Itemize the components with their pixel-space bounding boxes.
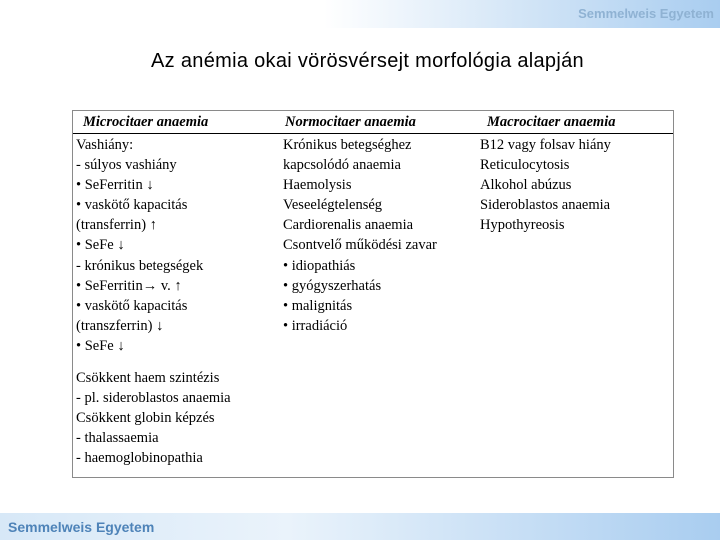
- cell: - pl. sideroblastos anaemia: [76, 390, 231, 407]
- cell: • SeFe ↓: [76, 237, 125, 254]
- cell: Vashiány:: [76, 137, 134, 153]
- anemia-table: [72, 110, 674, 478]
- cell: • idiopathiás: [283, 257, 356, 274]
- cell: - thalassaemia: [76, 430, 159, 447]
- spacer: [76, 356, 231, 368]
- cell: (transferrin) ↑: [76, 217, 157, 234]
- cell: • SeFe ↓: [76, 337, 125, 354]
- cell: - súlyos vashiány: [76, 157, 177, 174]
- slide-title: Az anémia okai vörösvérsejt morfológia alapján: [151, 50, 584, 72]
- cell: Sideroblastos anaemia: [480, 197, 611, 214]
- cell: • SeFerritin ↓: [76, 177, 154, 194]
- column-microcitaer: [76, 135, 231, 469]
- footer-brand: Semmelweis Egyetem: [8, 519, 155, 535]
- header-macrocitaer: Macrocitaer anaemia: [487, 114, 616, 130]
- cell: Csökkent haem szintézis: [76, 370, 220, 387]
- top-banner: [0, 0, 720, 28]
- cell: Krónikus betegséghez: [283, 137, 412, 153]
- cell: Haemolysis: [283, 177, 352, 194]
- header-brand: Semmelweis Egyetem: [578, 6, 714, 21]
- cell: Csökkent globin képzés: [76, 410, 215, 427]
- cell: Reticulocytosis: [480, 157, 570, 174]
- header-normocitaer: Normocitaer anaemia: [285, 114, 416, 130]
- cell: Cardiorenalis anaemia: [283, 217, 414, 234]
- cell: • SeFerritin→ v. ↑: [76, 277, 182, 294]
- cell: • vaskötő kapacitás: [76, 297, 188, 314]
- cell: - krónikus betegségek: [76, 257, 204, 274]
- column-normocitaer: [283, 135, 437, 336]
- cell: Hypothyreosis: [480, 217, 565, 234]
- bottom-banner: [0, 513, 720, 540]
- cell: • malignitás: [283, 297, 353, 314]
- cell: • gyógyszerhatás: [283, 277, 382, 294]
- cell: (transzferrin) ↓: [76, 317, 164, 334]
- cell: kapcsolódó anaemia: [283, 157, 401, 174]
- cell: Veseelégtelenség: [283, 197, 383, 214]
- header-microcitaer: Microcitaer anaemia: [83, 114, 209, 130]
- cell: Csontvelő működési zavar: [283, 237, 437, 254]
- table-header-row: [73, 111, 673, 134]
- cell: • vaskötő kapacitás: [76, 197, 188, 214]
- column-macrocitaer: [480, 135, 611, 235]
- cell: B12 vagy folsav hiány: [480, 137, 611, 153]
- cell: • irradiáció: [283, 317, 348, 334]
- cell: Alkohol abúzus: [480, 177, 572, 194]
- cell: - haemoglobinopathia: [76, 450, 203, 467]
